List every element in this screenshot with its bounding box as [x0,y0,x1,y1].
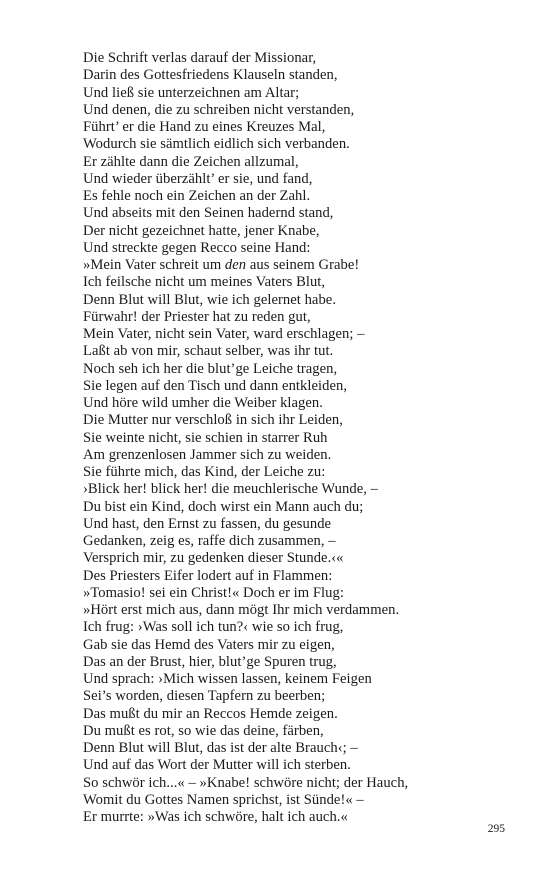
poem-line: Die Schrift verlas darauf der Missionar, [83,50,317,66]
poem-line-segment: »Mein Vater schreit um [83,257,225,273]
poem-text [83,50,523,826]
poem-line: Und hast, den Ernst zu fassen, du gesunde [83,515,332,532]
poem-line: Noch seh ich her die blut’ge Leiche tragen, [83,360,338,377]
poem-line: Und streckte gegen Recco seine Hand: [83,239,311,256]
poem-line: Wodurch sie sämtlich eidlich sich verbanden. [83,136,350,153]
poem-line: Und höre wild umher die Weiber klagen. [83,395,323,411]
poem-line: Sie legen auf den Tisch und dann entkleiden, [83,377,348,394]
poem-line: Er murrte: »Was ich schwöre, halt ich auch.« [83,809,348,825]
poem-line: Und abseits mit den Seinen hadernd stand, [83,205,334,222]
poem-line: Fürwahr! der Priester hat zu reden gut, [83,308,311,325]
poem-line: Das an der Brust, hier, blut’ge Spuren trug, [83,653,337,670]
poem-line: Es fehle noch ein Zeichen an der Zahl. [83,188,311,204]
poem-line: Versprich mir, zu gedenken dieser Stunde.‹« [83,550,344,567]
poem-line: Der nicht gezeichnet hatte, jener Knabe, [83,222,320,239]
poem-line: Darin des Gottesfriedens Klauseln standen, [83,67,338,84]
poem-line: Gedanken, zeig es, raffe dich zusammen, – [83,533,336,549]
poem-line: Sie weinte nicht, sie schien in starrer Ruh [83,429,328,446]
poem-line: Und auf das Wort der Mutter will ich sterben. [83,757,351,774]
poem-line: Die Mutter nur verschloß in sich ihr Leiden, [83,412,343,429]
poem-line: Führt’ er die Hand zu eines Kreuzes Mal, [83,119,326,135]
poem-line: Und denen, die zu schreiben nicht verstanden, [83,101,355,118]
poem-line: Gab sie das Hemd des Vaters mir zu eigen, [83,636,335,653]
poem-line [83,257,523,274]
poem-line: Er zählte dann die Zeichen allzumal, [83,153,299,170]
poem-line: Und ließ sie unterzeichnen am Altar; [83,84,300,101]
poem-line: Denn Blut will Blut, wie ich gelernet habe. [83,291,337,308]
poem-line-segment: aus seinem Grabe! [246,257,360,273]
poem-line: »Tomasio! sei ein Christ!« Doch er im Flug: [83,584,344,601]
poem-line: Sei’s worden, diesen Tapfern zu beerben; [83,688,326,705]
poem-line: Und sprach: ›Mich wissen lassen, keinem Feigen [83,671,372,687]
poem-line: Ich frug: ›Was soll ich tun?‹ wie so ich frug, [83,619,344,636]
page-number: 295 [487,823,505,835]
poem-line: Das mußt du mir an Reccos Hemde zeigen. [83,705,338,722]
poem-line: »Hört erst mich aus, dann mögt Ihr mich verdammen. [83,602,400,618]
poem-line: Du mußt es rot, so wie das deine, färben, [83,722,324,739]
poem-line: Und wieder überzählt’ er sie, und fand, [83,170,313,187]
poem-line: Du bist ein Kind, doch wirst ein Mann auch du; [83,498,364,515]
poem-line: Mein Vater, nicht sein Vater, ward erschlagen; – [83,326,365,342]
poem-line: Laßt ab von mir, schaut selber, was ihr tut. [83,343,334,360]
poem-line: Sie führte mich, das Kind, der Leiche zu: [83,464,326,480]
poem-line: Des Priesters Eifer lodert auf in Flammen: [83,567,333,584]
poem-line: Ich feilsche nicht um meines Vaters Blut, [83,274,326,291]
poem-line: ›Blick her! blick her! die meuchlerische Wunde, – [83,481,378,498]
poem-line: Am grenzenlosen Jammer sich zu weiden. [83,446,332,463]
poem-line: Denn Blut will Blut, das ist der alte Brauch‹; – [83,740,358,756]
poem-line: So schwör ich...« – »Knabe! schwöre nicht; der Hauch, [83,774,409,791]
poem-line-emphasis: den [224,257,247,273]
poem-line: Womit du Gottes Namen sprichst, ist Sünde!« – [83,791,364,808]
